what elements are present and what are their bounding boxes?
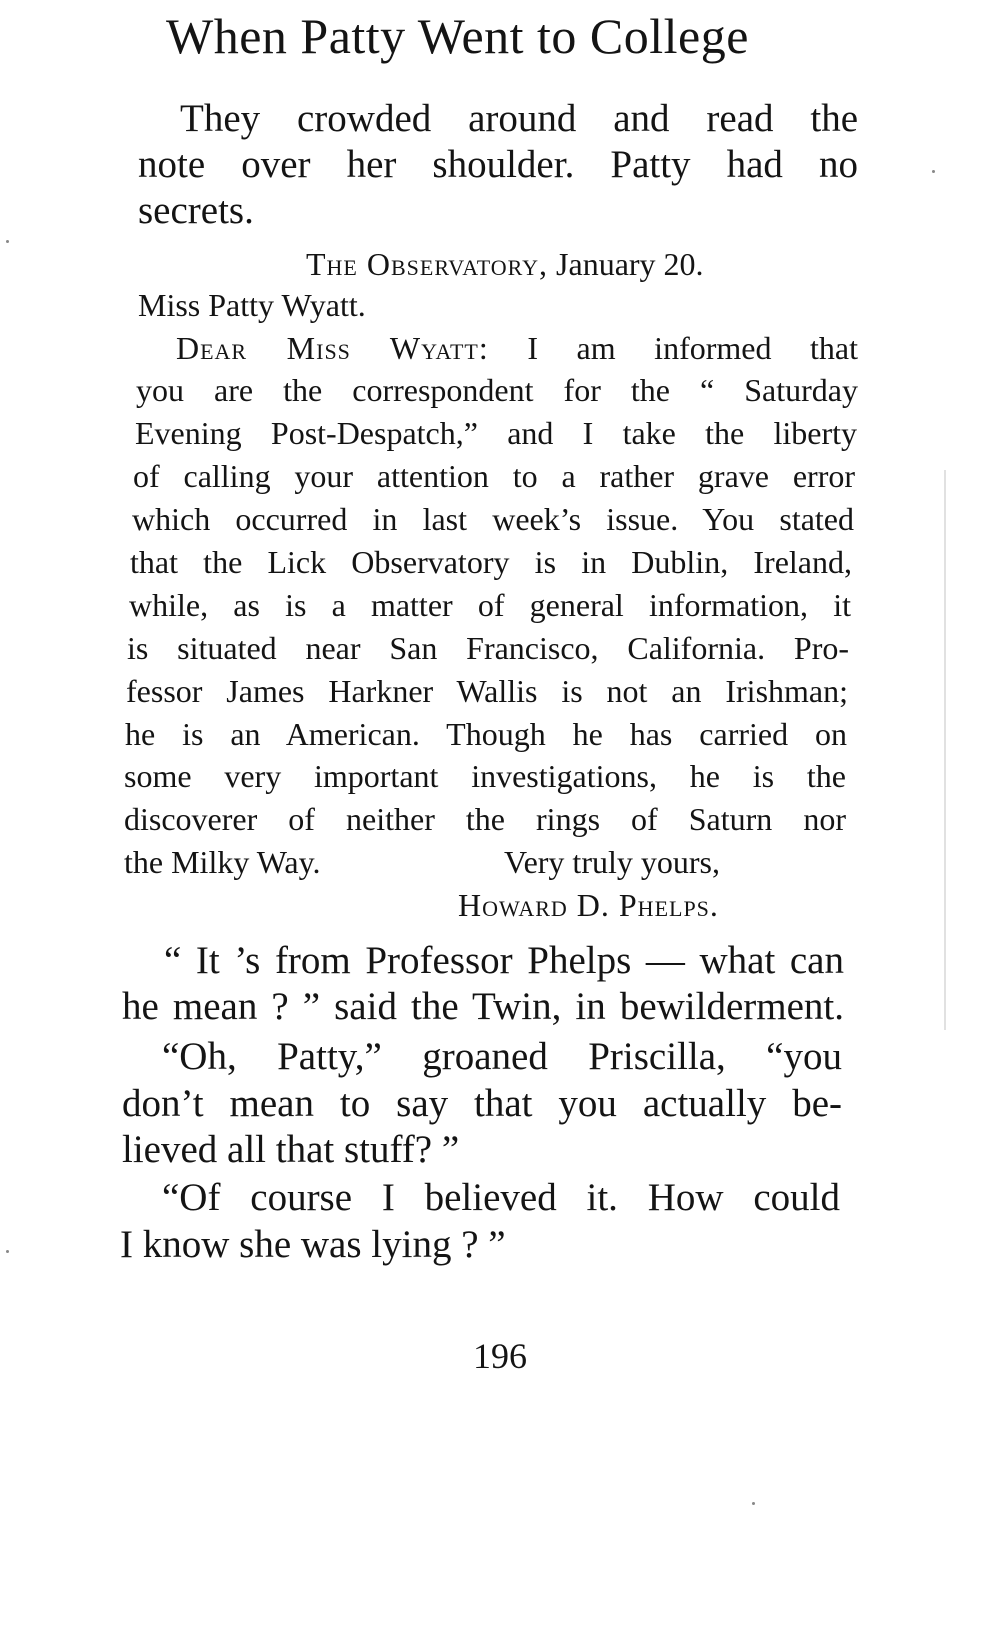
letter-line: fessor James Harkner Wallis is not an Irishman; <box>126 673 848 709</box>
letter-salutation: Dear Miss Wyatt: <box>176 330 489 366</box>
scan-speck <box>6 240 9 243</box>
dialogue-line: lieved all that stuff? ” <box>122 1128 460 1171</box>
scan-speck <box>752 1502 755 1505</box>
letter-line: that the Lick Observatory is in Dublin, Ireland, <box>130 544 852 580</box>
letter-line: some very important investigations, he is the <box>124 758 846 794</box>
letter-line: while, as is a matter of general information, it <box>129 587 851 623</box>
letter-last-line: the Milky Way. <box>124 844 321 880</box>
letter-closing: Very truly yours, <box>504 844 720 880</box>
dialogue-line: “Oh, Patty,” groaned Priscilla, “you <box>162 1035 842 1078</box>
letter-line: discoverer of neither the rings of Saturn nor <box>124 801 846 837</box>
letter-signature: Howard D. Phelps. <box>458 887 719 923</box>
letter-heading-date: January 20. <box>556 246 704 282</box>
scan-speck <box>6 1250 9 1253</box>
running-head: When Patty Went to College <box>166 8 749 64</box>
letter-line: of calling your attention to a rather grave error <box>133 458 855 494</box>
letter-line: which occurred in last week’s issue. You stated <box>132 501 854 537</box>
page-number: 196 <box>473 1336 527 1376</box>
gutter-shadow <box>944 470 946 1030</box>
letter-line: Evening Post-Despatch,” and I take the liberty <box>135 415 857 451</box>
scan-speck <box>932 170 935 173</box>
dialogue-line: I know she was lying ? ” <box>120 1223 506 1266</box>
dialogue-line: “Of course I believed it. How could <box>162 1176 840 1219</box>
letter-line: he is an American. Though he has carried on <box>125 716 847 752</box>
intro-line-1: They crowded around and read the <box>180 97 858 140</box>
letter-addressee: Miss Patty Wyatt. <box>138 287 366 323</box>
dialogue-line: “ It ’s from Professor Phelps — what can <box>164 939 844 982</box>
letter-first-line-rest: I am informed that <box>527 330 859 366</box>
letter-heading <box>306 243 704 286</box>
letter-first-line <box>176 327 858 370</box>
letter-line: is situated near San Francisco, California. Pro- <box>127 630 849 666</box>
letter-heading-place: The Observatory, <box>306 246 549 282</box>
letter-line: you are the correspondent for the “ Saturday <box>136 372 858 408</box>
dialogue-line: he mean ? ” said the Twin, in bewilderment. <box>122 985 844 1028</box>
dialogue-line: don’t mean to say that you actually be- <box>122 1082 842 1125</box>
intro-line-3: secrets. <box>138 189 254 232</box>
intro-line-2: note over her shoulder. Patty had no <box>138 143 858 186</box>
